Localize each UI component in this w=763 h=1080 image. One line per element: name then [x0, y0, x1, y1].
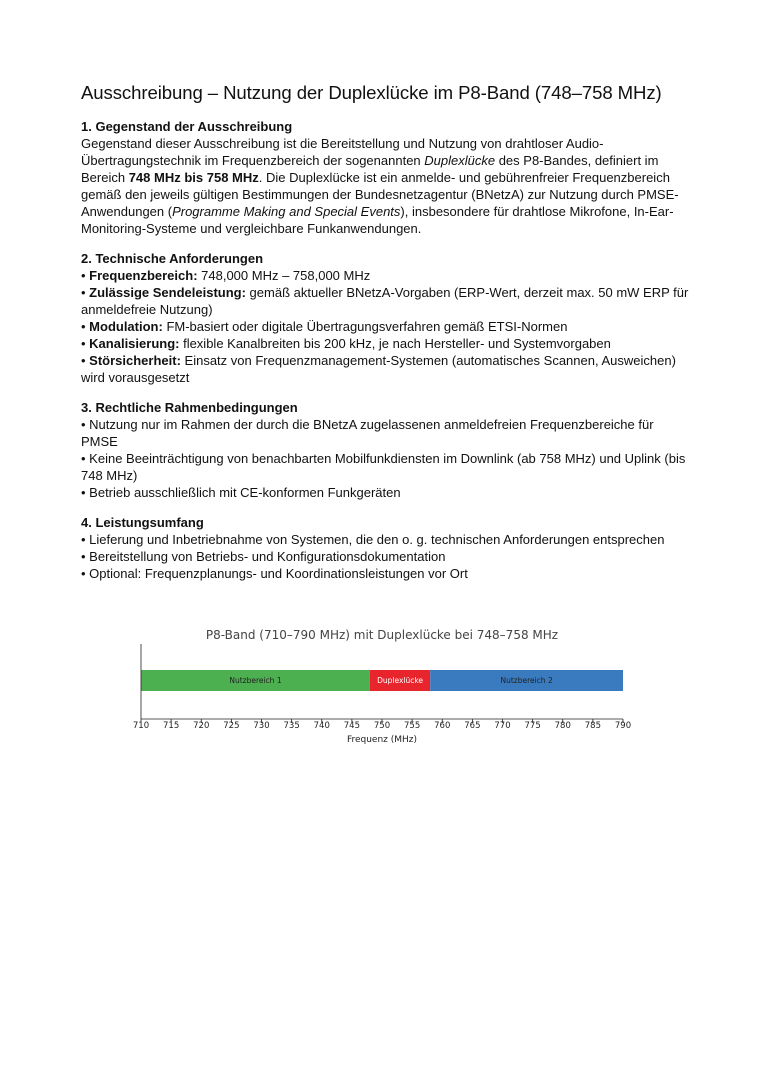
list-item-text: FM-basiert oder digitale Übertragungsverfahren gemäß ETSI-Normen: [162, 319, 568, 334]
section-heading: 2. Technische Anforderungen: [81, 251, 264, 266]
list-item-text: Betrieb ausschließlich mit CE-konformen Funkgeräten: [89, 485, 401, 500]
list-item: [81, 484, 691, 501]
band-segment-label: Nutzbereich 2: [500, 676, 553, 685]
x-tick-label: 760: [434, 721, 451, 731]
list-item: [81, 352, 691, 386]
x-tick-label: 740: [313, 721, 330, 731]
list-item: [81, 335, 691, 352]
section-heading: 4. Leistungsumfang: [81, 515, 204, 530]
list-item-text: Keine Beeinträchtigung von benachbarten Mobilfunkdiensten im Downlink (ab 758 MHz) und Uplink (bis 748 MHz): [81, 451, 686, 483]
band-segment-label: Nutzbereich 1: [229, 676, 282, 685]
frequency-band-chart: [0, 612, 763, 752]
chart-title: P8-Band (710–790 MHz) mit Duplexlücke bei 748–758 MHz: [205, 628, 559, 642]
bullet-list: [81, 267, 691, 386]
section-heading: 3. Rechtliche Rahmenbedingungen: [81, 400, 298, 415]
list-item-label: Kanalisierung:: [89, 336, 180, 351]
paragraph-run: ), insbesondere für drahtlose Mikrofone, In-Ear-Monitoring-Systeme und vergleichbare Funkanwendungen.: [81, 204, 674, 236]
paragraph-run: Duplexlücke: [424, 153, 496, 168]
list-item: [81, 531, 691, 548]
x-tick-label: 735: [283, 721, 300, 731]
list-item-text: gemäß aktueller BNetzA-Vorgaben (ERP-Wert, derzeit max. 50 mW ERP für anmeldefreie Nutzung): [81, 285, 689, 317]
paragraph-run: des P8-Bandes, definiert im Bereich: [81, 153, 659, 185]
list-item: [81, 548, 691, 565]
list-item-label: Frequenzbereich:: [89, 268, 198, 283]
x-tick-label: 730: [253, 721, 270, 731]
x-tick-label: 710: [132, 721, 150, 731]
list-item-text: Optional: Frequenzplanungs- und Koordinationsleistungen vor Ort: [89, 566, 468, 581]
document-title: Ausschreibung – Nutzung der Duplexlücke im P8-Band (748–758 MHz): [81, 82, 662, 103]
x-tick-label: 750: [373, 721, 391, 731]
paragraph-run: Programme Making and Special Events: [172, 204, 401, 219]
document-sections: [81, 118, 691, 582]
paragraph-run: Gegenstand dieser Ausschreibung ist die Bereitstellung und Nutzung von drahtloser Audio-Übertragungstechnik im Frequenzbereich der sogenannten: [81, 136, 604, 168]
list-item-label: Modulation:: [89, 319, 163, 334]
bullet-list: [81, 416, 691, 501]
section-2: [81, 250, 691, 386]
paragraph-run: 748 MHz bis 758 MHz: [128, 170, 259, 185]
section-3: [81, 399, 691, 501]
x-tick-label: 720: [193, 721, 210, 731]
list-item-text: Nutzung nur im Rahmen der durch die BNetzA zugelassenen anmeldefreien Frequenzbereiche für PMSE: [81, 417, 654, 449]
x-tick-label: 765: [464, 721, 481, 731]
list-item: [81, 416, 691, 450]
section-4: [81, 514, 691, 582]
x-tick-label: 790: [614, 721, 632, 731]
x-axis-label: Frequenz (MHz): [346, 735, 418, 745]
list-item: [81, 267, 691, 284]
list-item-text: 748,000 MHz – 758,000 MHz: [197, 268, 371, 283]
x-tick-label: 755: [404, 721, 421, 731]
band-segments: [141, 670, 623, 691]
list-item: [81, 284, 691, 318]
x-tick-label: 725: [223, 721, 240, 731]
band-segment-label: Duplexlücke: [377, 676, 424, 685]
list-item: [81, 318, 691, 335]
section-paragraph: [81, 135, 691, 237]
x-tick-label: 745: [343, 721, 360, 731]
list-item-text: Lieferung und Inbetriebnahme von Systemen, die den o. g. technischen Anforderungen entsprechen: [89, 532, 665, 547]
x-tick-label: 775: [524, 721, 541, 731]
x-tick-label: 715: [163, 721, 180, 731]
bullet-list: [81, 531, 691, 582]
document-page: [81, 82, 691, 595]
list-item-label: Zulässige Sendeleistung:: [89, 285, 246, 300]
list-item: [81, 450, 691, 484]
section-1: [81, 118, 691, 237]
x-tick-label: 770: [494, 721, 511, 731]
x-axis-ticks: [133, 719, 631, 731]
x-tick-label: 780: [554, 721, 571, 731]
list-item: [81, 565, 691, 582]
list-item-text: flexible Kanalbreiten bis 200 kHz, je nach Hersteller- und Systemvorgaben: [179, 336, 611, 351]
x-tick-label: 785: [584, 721, 601, 731]
paragraph-run: . Die Duplexlücke ist ein anmelde- und gebührenfreier Frequenzbereich gemäß den jeweils gültigen Bestimmungen der Bundesnetzagentur (BNetzA) zur Nutzung durch PMSE-Anwendungen (: [81, 170, 679, 219]
list-item-label: Störsicherheit:: [89, 353, 181, 368]
list-item-text: Bereitstellung von Betriebs- und Konfigurationsdokumentation: [89, 549, 446, 564]
list-item-text: Einsatz von Frequenzmanagement-Systemen (automatisches Scannen, Ausweichen) wird vorausgesetzt: [81, 353, 676, 385]
section-heading: 1. Gegenstand der Ausschreibung: [81, 119, 293, 134]
